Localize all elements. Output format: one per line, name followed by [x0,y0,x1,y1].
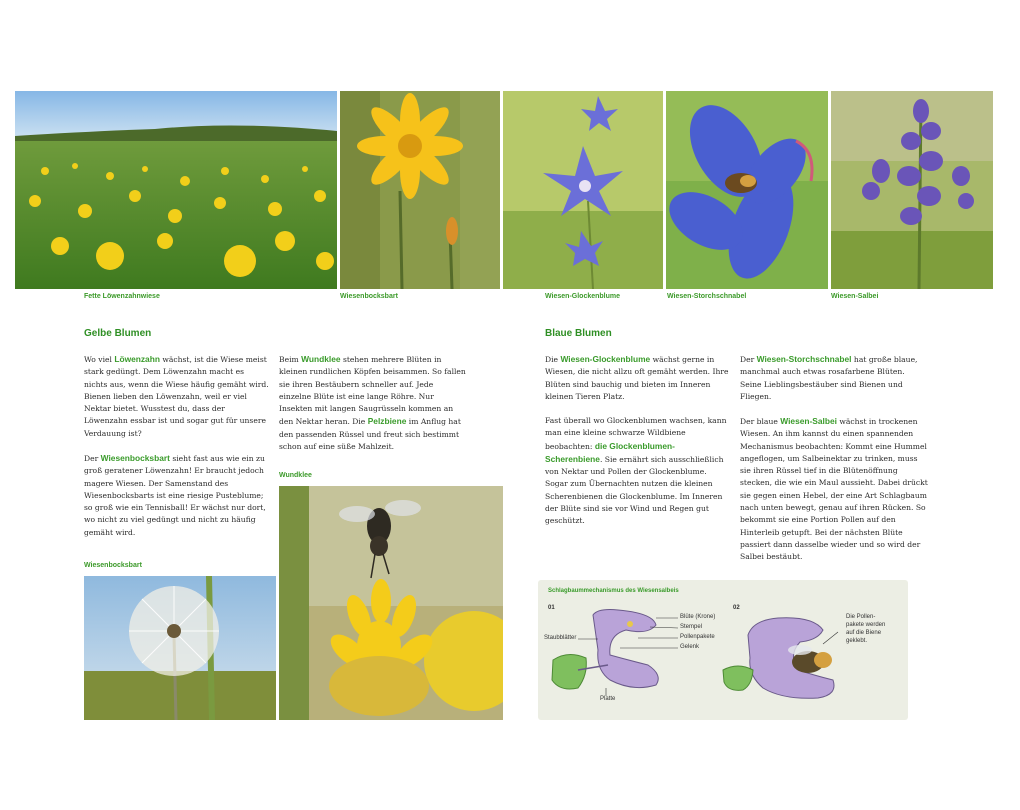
label-note-line: geklebt. [846,638,868,644]
photo-glockenblume [503,91,663,289]
label-note-line: auf die Biene [846,630,882,636]
highlighted-term: Wiesenbocksbart [100,453,170,463]
photo-caption: Wiesen-Glockenblume [545,293,621,300]
highlighted-term: Löwenzahn [114,354,160,364]
photo-wiesenbocksbart [340,91,500,289]
paragraph-glockenblume [545,353,730,403]
salbei-flower-illustration [538,580,908,720]
text-run: Der [740,355,757,364]
text-run: Die [545,355,561,364]
highlighted-term: Pelzbiene [367,416,407,427]
text-run: wächst in trockenen Wiesen. An ihm kannst du einen spannenden Mechanismus beobachten: Kommt eine Hummel angeflogen, um Salbeinektar zu trinken, muss sie ihren Rüssel tief in die Blütenöffnung stecken, die wie ein Maul aussieht. Dabei drückt sie gegen einen Hebel, der eine Art Schlagbaum nach unten bewegt, genau auf ihren Rücken. So bekommt sie eine Portion Pollen auf den Hinterleib getupft. Bei der nächsten Blüte passiert dann dasselbe wieder und so wird der Salbei bestäubt. [740,417,928,562]
photo-caption-wundklee: Wundklee [279,472,312,479]
diagram-title: Schlagbaummechanismus des Wiesensalbeis [548,588,679,594]
paragraph-wundklee [279,353,467,453]
highlighted-term: Wundklee [301,354,341,364]
text-run: im Anflug hat den passenden Rüssel und freut sich bestimmt schon auf eine süße Mahlzeit. [279,417,461,452]
text-run: . Sie ernährt sich ausschließlich von Nektar und Pollen der Glockenblume. Sogar zum Übernachten nutzen die kleinen Scherenbienen die Glockenblume. Im Inneren der Blüte sind sie vor Wind und Regen gut geschützt. [545,454,724,526]
label-note-line: Die Pollen- [846,614,876,620]
highlighted-term: Wiesen-Storchschnabel [756,354,852,364]
text-run: stehen mehrere Blüten in kleinen rundlichen Köpfen beisammen. So fallen sie ihren Bestäubern schneller auf. Jede einzelne Blüte ist eine lange Röhre. Nur Insekten mit langen Saugrüsseln kommen an den Nektar heran. Die [279,355,466,427]
highlighted-term: Wiesen-Glockenblume [560,354,651,364]
photo-caption: Wiesen-Storchschnabel [667,293,747,300]
label-note [846,613,885,645]
label-bluete: Blüte (Krone) [680,614,716,620]
text-run: Beim [279,355,302,364]
highlighted-term: die Glockenblumen-Scherenbiene [545,440,675,464]
photo-caption: Wiesenbocksbart [340,293,398,300]
diagram-step-2: 02 [733,605,740,611]
label-stempel: Stempel [680,624,703,630]
label-staubblaetter: Staubblätter [544,635,577,641]
paragraph-salbei [740,415,930,564]
diagram-schlagbaummechanismus [538,580,908,720]
text-run: Der blaue [740,417,781,426]
photo-storchschnabel [666,91,828,289]
photo-caption: Fette Löwenzahnwiese [84,293,160,300]
highlighted-term: Wiesen-Salbei [780,416,837,426]
section-heading-blaue-blumen: Blaue Blumen [545,328,612,339]
paragraph-scherenbiene [545,415,730,528]
text-run: wächst, ist die Wiese meist stark gedüngt. Dem Löwenzahn macht es nichts aus, wenn die Wiese häufig gemäht wird. Bienen lieben den Löwenzahn, weil er viel Nektar bietet. Wusstest du, dass der Löwenzahn essbar ist und sogar gut für unsere Verdauung ist? [84,355,269,438]
label-pollenpakete: Pollenpakete [680,634,715,640]
label-platte: Platte [600,696,616,702]
label-gelenk: Gelenk [680,644,700,650]
section-heading-gelbe-blumen: Gelbe Blumen [84,328,152,339]
label-note-line: pakete werden [846,622,886,628]
diagram-step-1: 01 [548,605,555,611]
paragraph-loewenzahn [84,353,269,440]
text-run: wächst gerne in Wiesen, die nicht allzu oft gemäht werden. Ihre Blüten sind bauchig und bieten im Inneren kleinen Tieren Platz. [545,355,729,401]
text-run: sieht fast aus wie ein zu groß geratener Löwenzahn! Er braucht jedoch magere Wiesen. Der Samenstand des Wiesenbocksbarts ist eine riesige Pusteblume; so groß wie ein Tennisball! Er wächst nur dort, wo nicht zu viel gedüngt und nicht zu häufig gemäht wird. [84,454,266,537]
photo-caption: Wiesen-Salbei [831,293,879,300]
text-run: Der [84,454,101,463]
photo-wundklee-pelzbiene [279,486,503,720]
paragraph-wiesenbocksbart [84,452,269,539]
photo-pusteblume [84,576,276,720]
text-run: Fast überall wo Glockenblumen wachsen, kann man eine kleine schwarze Wildbiene beobachten: [545,416,727,451]
photo-caption-pusteblume: Wiesenbocksbart [84,562,142,569]
text-run: Wo viel [84,355,115,364]
photo-salbei [831,91,993,289]
text-run: hat große blaue, manchmal auch etwas rosafarbene Blüten. Seine Lieblingsbestäuber sind Bienen und Fliegen. [740,355,918,401]
photo-dandelion-meadow [15,91,337,289]
paragraph-storchschnabel [740,353,928,403]
